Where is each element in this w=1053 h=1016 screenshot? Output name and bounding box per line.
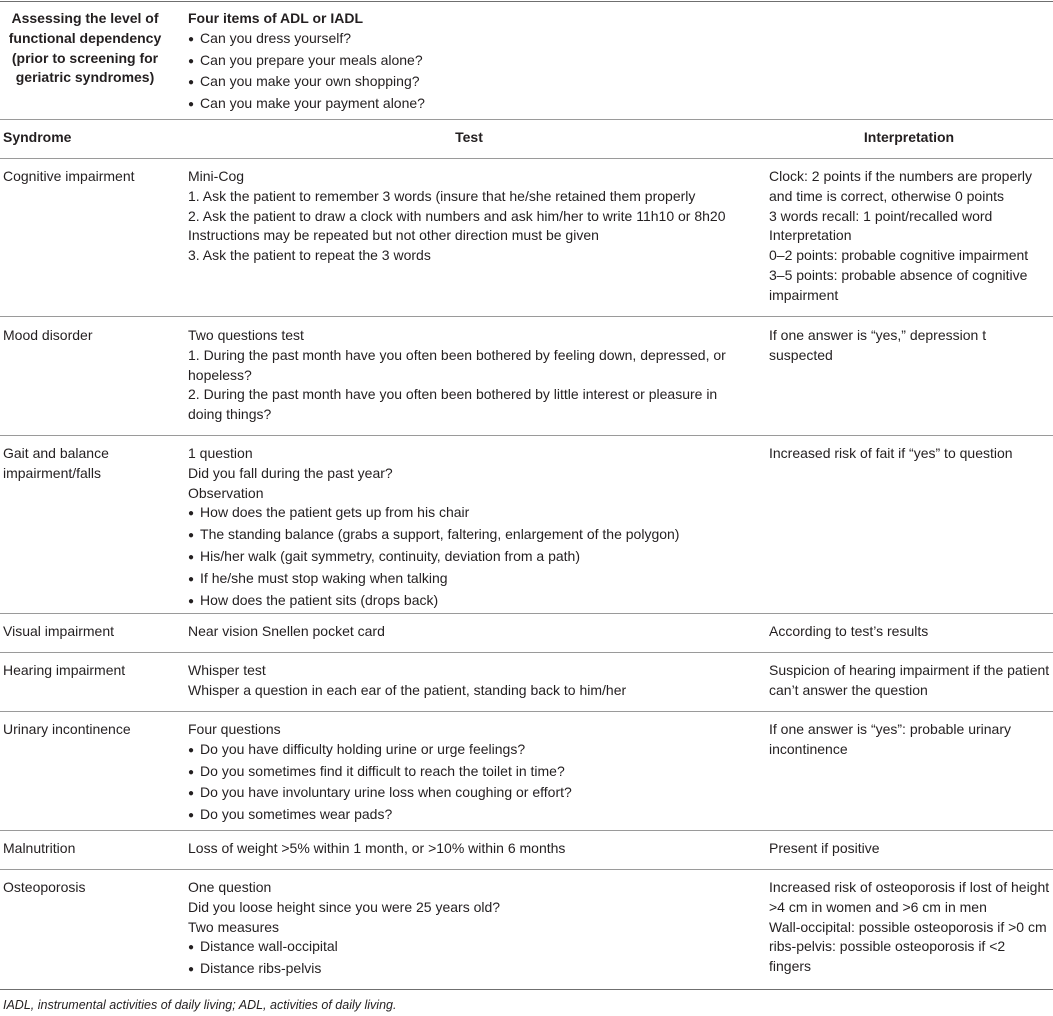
test-cell <box>188 326 758 425</box>
row-divider <box>0 652 1053 653</box>
table-footnote: IADL, instrumental activities of daily living; ADL, activities of daily living. <box>3 998 397 1012</box>
row-divider <box>0 830 1053 831</box>
syndrome-text: Mood disorder <box>3 327 93 343</box>
test-cell <box>188 167 758 266</box>
test-text: Whisper a question in each ear of the patient, standing back to him/her <box>188 681 627 698</box>
interpretation-cell <box>769 167 1053 306</box>
test-bullet-item: ● If he/she must stop waking when talking <box>188 569 758 591</box>
test-bullet-item: ● Distance wall-occipital <box>188 937 758 959</box>
syndrome-cell <box>3 167 178 187</box>
test-text: Did you fall during the past year? <box>188 464 393 481</box>
test-text: hopeless? <box>188 366 252 383</box>
interpretation-text: 3–5 points: probable absence of cognitive <box>769 266 1028 283</box>
interpretation-cell <box>769 326 1053 366</box>
syndrome-cell <box>3 444 178 484</box>
interpretation-cell <box>769 622 1053 642</box>
interpretation-text: >4 cm in women and >6 cm in men <box>769 898 987 915</box>
test-text: 1. Ask the patient to remember 3 words (insure that he/she retained them properly <box>188 187 696 204</box>
row-divider <box>0 316 1053 317</box>
syndrome-cell <box>3 878 178 898</box>
table-bottom-rule <box>0 989 1053 990</box>
syndrome-text: Malnutrition <box>3 840 76 856</box>
syndrome-text: Urinary incontinence <box>3 721 131 737</box>
interpretation-text: If one answer is “yes,” depression t <box>769 327 987 343</box>
test-bullet-item: ● How does the patient gets up from his chair <box>188 503 758 525</box>
interpretation-text: Present if positive <box>769 840 880 856</box>
syndrome-text: Cognitive impairment <box>3 168 135 184</box>
test-text: 2. Ask the patient to draw a clock with numbers and ask him/her to write 11h10 or 8h20 <box>188 207 726 224</box>
test-text: Did you loose height since you were 25 years old? <box>188 898 501 915</box>
syndrome-cell <box>3 622 178 642</box>
interpretation-text: impairment <box>769 286 839 303</box>
test-text: Near vision Snellen pocket card <box>188 623 385 639</box>
syndrome-cell <box>3 720 178 740</box>
syndrome-text: Hearing impairment <box>3 662 126 678</box>
interpretation-text: Clock: 2 points if the numbers are properly <box>769 168 1033 184</box>
interpretation-text: ribs-pelvis: possible osteoporosis if <2 <box>769 938 1006 955</box>
adl-item: ● Can you dress yourself? <box>188 29 425 51</box>
test-cell <box>188 878 758 981</box>
row-divider <box>0 711 1053 712</box>
syndrome-text: Gait and balance <box>3 445 109 461</box>
test-text: 1. During the past month have you often been bothered by feeling down, depressed, or <box>188 346 726 363</box>
interpretation-text: can’t answer the question <box>769 681 928 698</box>
interpretation-text: and time is correct, otherwise 0 points <box>769 187 1004 204</box>
test-bullet-item: ● Do you sometimes wear pads? <box>188 805 758 827</box>
test-text: Mini-Cog <box>188 168 245 184</box>
row-divider <box>0 869 1053 870</box>
interpretation-text: Increased risk of osteoporosis if lost of height <box>769 879 1050 895</box>
adl-item: ● Can you make your payment alone? <box>188 94 425 116</box>
syndrome-text: Visual impairment <box>3 623 115 639</box>
interpretation-text: 0–2 points: probable cognitive impairment <box>769 247 1029 264</box>
test-cell <box>188 720 758 827</box>
header-left-label: Assessing the level of functional dependency (prior to screening for geriatric syndromes) <box>8 10 162 86</box>
header-adl-list <box>188 9 425 116</box>
syndrome-cell <box>3 839 178 859</box>
test-text: 1 question <box>188 445 253 461</box>
interpretation-cell <box>769 839 1053 859</box>
test-bullet-item: ● Do you sometimes find it difficult to reach the toilet in time? <box>188 762 758 784</box>
test-text: doing things? <box>188 406 272 423</box>
test-text: Whisper test <box>188 662 266 678</box>
test-text: Two measures <box>188 918 280 935</box>
column-header-rule <box>0 158 1053 159</box>
test-text: Loss of weight >5% within 1 month, or >10% within 6 months <box>188 840 566 856</box>
interpretation-text: Interpretation <box>769 227 852 244</box>
interpretation-text: suspected <box>769 346 833 363</box>
interpretation-text: fingers <box>769 958 812 975</box>
column-header-syndrome: Syndrome <box>3 129 72 145</box>
test-bullet-item: ● How does the patient sits (drops back) <box>188 591 758 613</box>
header-adl-title: Four items of ADL or IADL <box>188 10 363 26</box>
table-top-rule <box>0 1 1053 2</box>
test-bullet-item: ● Do you have difficulty holding urine or urge feelings? <box>188 740 758 762</box>
test-bullet-item: ● The standing balance (grabs a support, faltering, enlargement of the polygon) <box>188 525 758 547</box>
adl-item: ● Can you prepare your meals alone? <box>188 51 425 73</box>
test-cell <box>188 839 758 859</box>
interpretation-cell <box>769 878 1053 977</box>
interpretation-cell <box>769 661 1053 701</box>
interpretation-text: Wall-occipital: possible osteoporosis if >0 cm <box>769 918 1047 935</box>
interpretation-text: Suspicion of hearing impairment if the patient <box>769 662 1050 678</box>
column-header-interpretation: Interpretation <box>863 129 955 145</box>
syndrome-cell <box>3 661 178 681</box>
test-text: Two questions test <box>188 327 304 343</box>
test-bullet-item: ● Do you have involuntary urine loss when coughing or effort? <box>188 783 758 805</box>
syndrome-text: Osteoporosis <box>3 879 86 895</box>
syndrome-text: impairment/falls <box>3 464 102 481</box>
test-cell <box>188 444 758 612</box>
interpretation-text: If one answer is “yes”: probable urinary <box>769 721 1011 737</box>
test-cell <box>188 622 758 642</box>
test-bullet-item: ● Distance ribs-pelvis <box>188 959 758 981</box>
row-divider <box>0 613 1053 614</box>
test-text: 3. Ask the patient to repeat the 3 words <box>188 247 431 264</box>
test-cell <box>188 661 758 701</box>
interpretation-text: According to test’s results <box>769 623 929 639</box>
interpretation-text: 3 words recall: 1 point/recalled word <box>769 207 993 224</box>
row-divider <box>0 435 1053 436</box>
syndrome-cell <box>3 326 178 346</box>
test-bullet-item: ● His/her walk (gait symmetry, continuity, deviation from a path) <box>188 547 758 569</box>
interpretation-cell <box>769 720 1053 760</box>
test-text: Observation <box>188 484 264 501</box>
interpretation-text: Increased risk of fait if “yes” to question <box>769 445 1013 461</box>
header-divider <box>0 119 1053 120</box>
interpretation-cell <box>769 444 1053 464</box>
column-header-test: Test <box>455 129 483 145</box>
test-text: Four questions <box>188 721 281 737</box>
test-text: One question <box>188 879 272 895</box>
adl-item: ● Can you make your own shopping? <box>188 72 425 94</box>
test-text: 2. During the past month have you often been bothered by little interest or pleasure in <box>188 386 718 403</box>
test-text: Instructions may be repeated but not other direction must be given <box>188 227 599 244</box>
interpretation-text: incontinence <box>769 740 848 757</box>
